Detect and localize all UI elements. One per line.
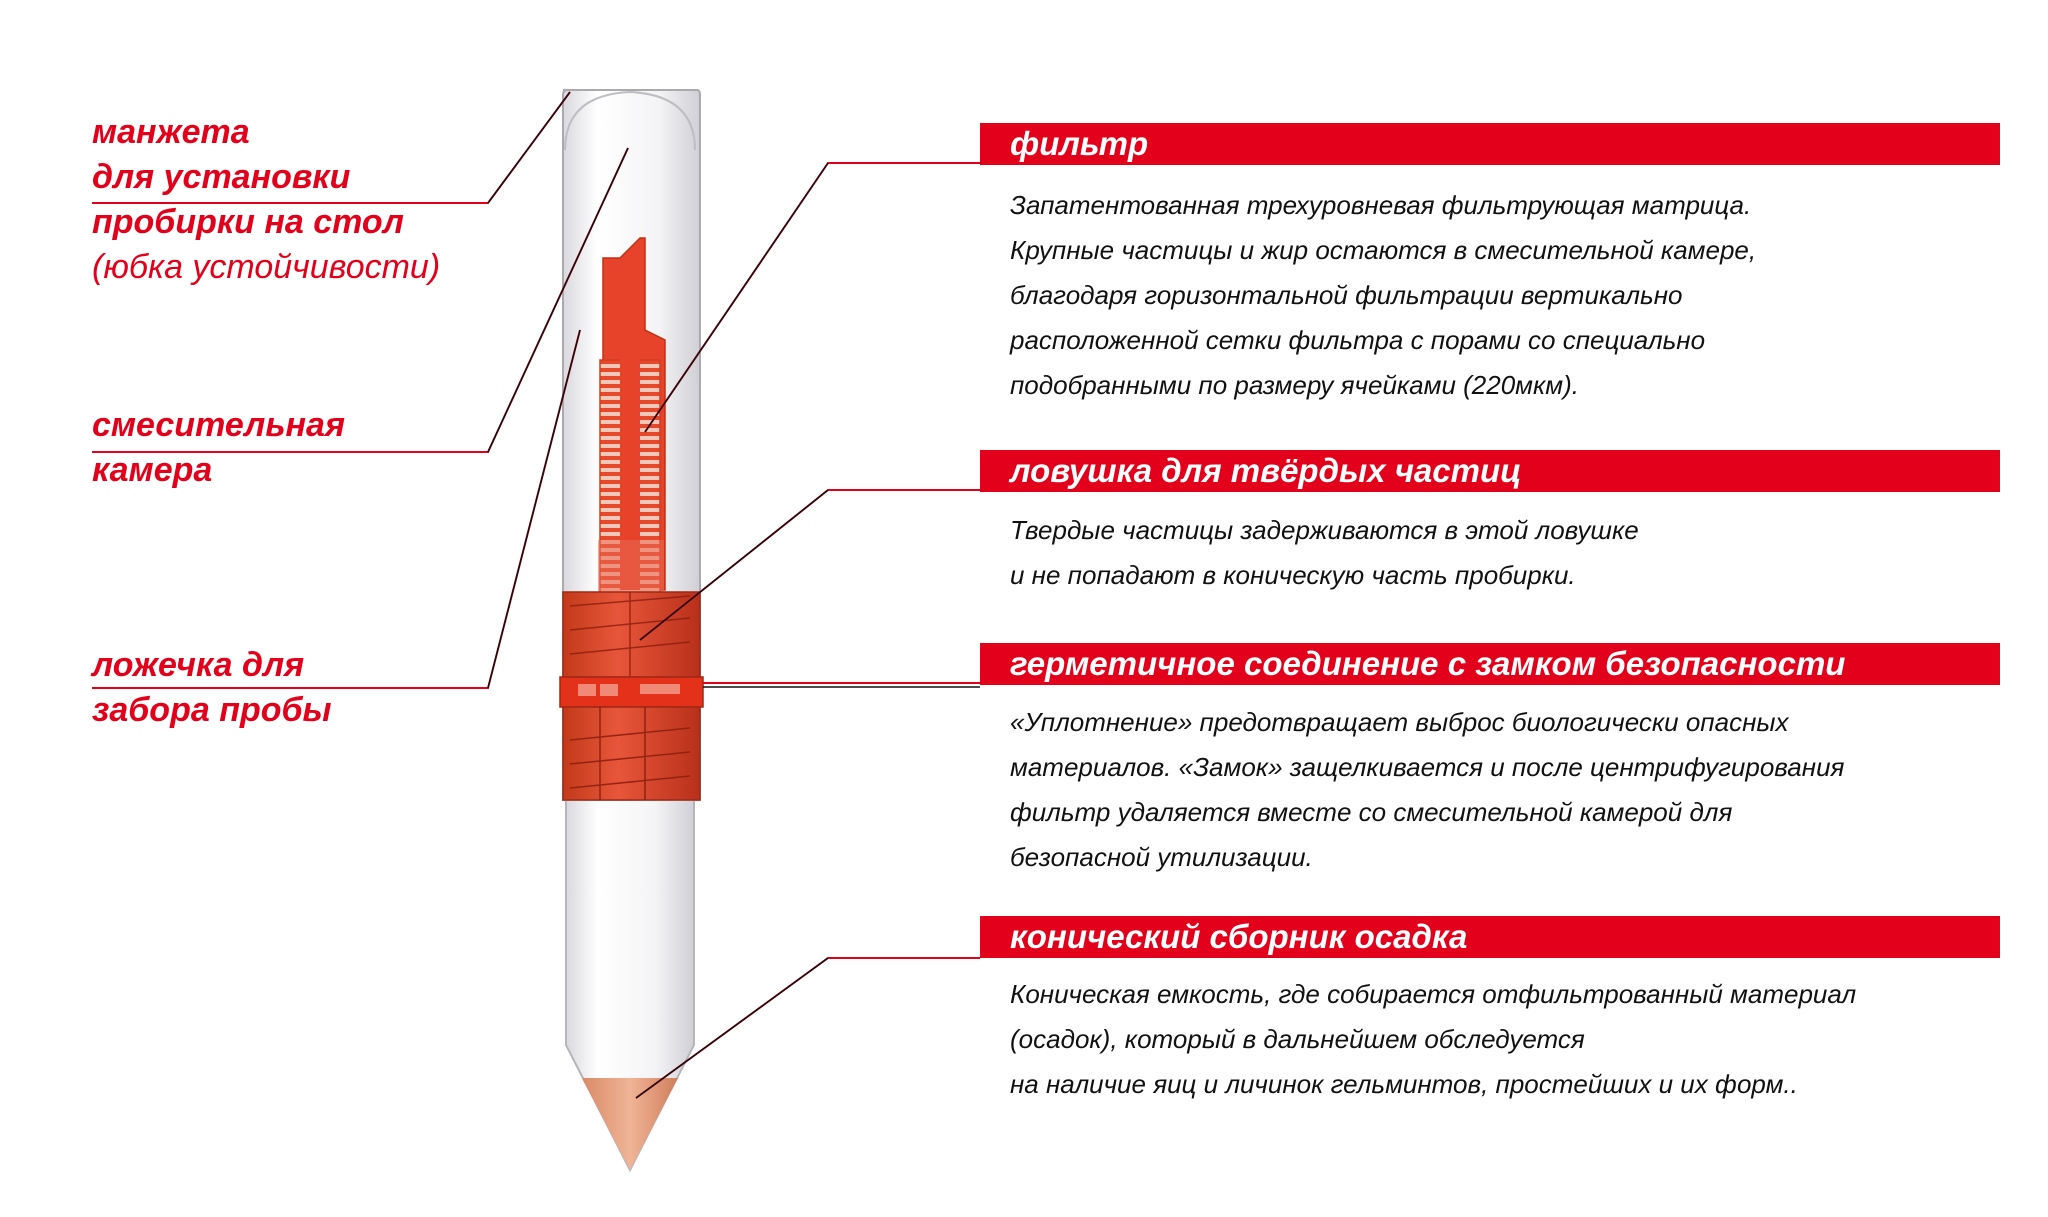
- section-cone-header: [980, 916, 2000, 958]
- section-trap-body: [1010, 508, 2010, 598]
- section-filter-line: расположенной сетки фильтра с порами со специально: [1010, 325, 1706, 355]
- section-seal-line: «Уплотнение» предотвращает выброс биологически опасных: [1010, 707, 1789, 737]
- section-seal-title: герметичное соединение с замком безопасности: [1010, 645, 1846, 682]
- section-cone-line: на наличие яиц и личинок гельминтов, простейших и их форм..: [1010, 1069, 1798, 1099]
- section-seal-body: [1010, 700, 2010, 880]
- label-mixing-chamber-line: смесительная: [92, 406, 345, 444]
- label-skirt-line: манжета: [92, 113, 250, 151]
- section-trap-line: и не попадают в коническую часть пробирки.: [1010, 560, 1576, 590]
- leader-spoon: [92, 330, 580, 688]
- section-seal-line: безопасной утилизации.: [1010, 842, 1313, 872]
- label-mixing-chamber-line: камера: [92, 451, 213, 489]
- section-trap-line: Твердые частицы задерживаются в этой ловушке: [1010, 515, 1639, 545]
- section-filter-body: [1010, 183, 2010, 408]
- section-cone-title: конический сборник осадка: [1010, 918, 1468, 955]
- section-filter-line: Запатентованная трехуровневая фильтрующая матрица.: [1010, 190, 1752, 220]
- label-skirt-line: пробирки на стол: [92, 203, 404, 241]
- section-cone-line: Коническая емкость, где собирается отфильтрованный материал: [1010, 979, 1857, 1009]
- section-seal-header: [980, 643, 2000, 685]
- sediment-tip: [582, 1078, 678, 1170]
- section-filter-header: [980, 123, 2000, 165]
- section-filter-line: благодаря горизонтальной фильтрации вертикально: [1010, 280, 1683, 310]
- section-seal-line: материалов. «Замок» защелкивается и после центрифугирования: [1010, 752, 1845, 782]
- section-filter-line: подобранными по размеру ячейками (220мкм).: [1010, 370, 1579, 400]
- section-cone-body: [1010, 972, 2010, 1107]
- section-filter-title: фильтр: [1010, 125, 1149, 162]
- label-skirt: [92, 110, 440, 290]
- section-trap-header: [980, 450, 2000, 492]
- label-mixing-chamber: [92, 403, 345, 493]
- label-spoon-line: ложечка для: [92, 646, 305, 684]
- section-cone-line: (осадок), который в дальнейшем обследуется: [1010, 1024, 1585, 1054]
- label-skirt-sub: (юбка устойчивости): [92, 248, 441, 286]
- section-filter-line: Крупные частицы и жир остаются в смесительной камере,: [1010, 235, 1757, 265]
- section-seal-line: фильтр удаляется вместе со смесительной камерой для: [1010, 797, 1733, 827]
- label-spoon: [92, 643, 332, 733]
- section-trap-title: ловушка для твёрдых частиц: [1010, 452, 1522, 489]
- label-spoon-line: забора пробы: [92, 691, 332, 729]
- label-skirt-line: для установки: [92, 158, 351, 196]
